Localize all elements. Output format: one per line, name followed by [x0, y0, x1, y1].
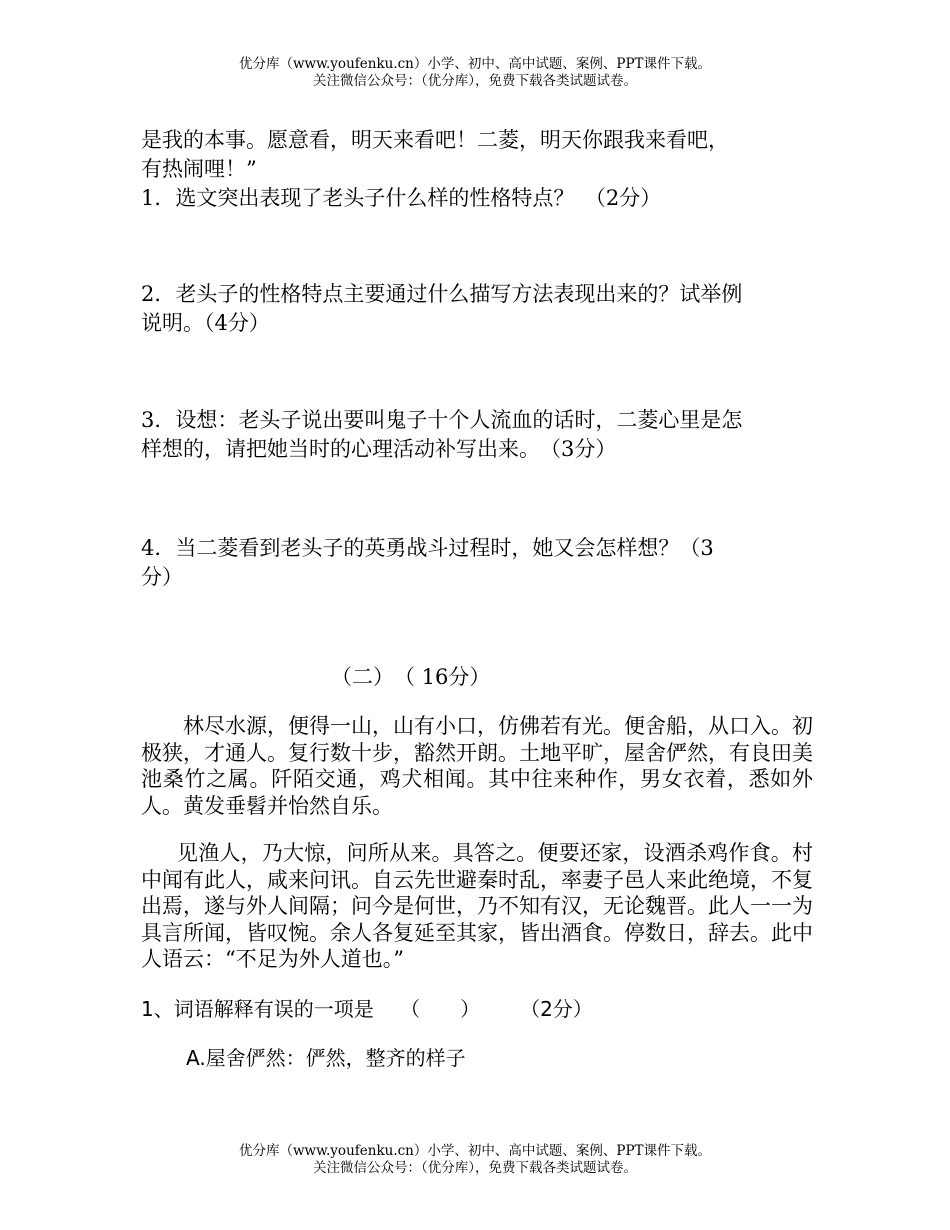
question-3-line-1: 3．设想：老头子说出要叫鬼子十个人流血的话时，二菱心里是怎	[141, 408, 743, 432]
question-2-line-1: 2．老头子的性格特点主要通过什么描写方法表现出来的？试举例	[141, 282, 743, 306]
question-2-line-2: 说明。（4分）	[141, 311, 270, 335]
header-line-1: 优分库（www.youfenku.cn）小学、初中、高中试题、案例、PPT课件下载。	[238, 56, 712, 72]
page-footer	[0, 1143, 950, 1177]
header-line-2: 关注微信公众号：（优分库），免费下载各类试题试卷。	[313, 73, 637, 89]
continuation-line-1: 是我的本事。愿意看，明天来看吧！二菱，明天你跟我来看吧，	[141, 128, 729, 152]
passage-paragraph-2: 见渔人，乃大惊，问所从来。具答之。便要还家，设酒杀鸡作食。村中闻有此人，咸来问讯。自云先世避秦时乱，率妻子邑人来此绝境，不复出焉，遂与外人间隔；问今是何世，乃不知有汉，无论魏晋。此人一一为具言所闻，皆叹惋。余人各复延至其家，皆出酒食。停数日，辞去。此中人语云：“不足为外人道也。”	[141, 841, 813, 971]
footer-line-1: 优分库（www.youfenku.cn）小学、初中、高中试题、案例、PPT课件下载。	[238, 1143, 712, 1159]
question-3-line-2: 样想的，请把她当时的心理活动补写出来。 （3分）	[141, 437, 617, 461]
question-4-line-1: 4．当二菱看到老头子的英勇战斗过程时，她又会怎样想？（3	[141, 536, 714, 560]
question-4-line-2: 分）	[141, 565, 183, 589]
question-4	[141, 534, 813, 592]
passage-paragraph-1: 林尽水源，便得一山，山有小口，仿佛若有光。便舍船，从口入。初极狭，才通人。复行数十步，豁然开朗。土地平旷，屋舍俨然，有良田美池桑竹之属。阡陌交通，鸡犬相闻。其中往来种作，男女衣着，悉如外人。黄发垂髫并怡然自乐。	[141, 714, 813, 818]
page-header	[0, 56, 950, 90]
question-3	[141, 406, 813, 464]
document-body	[141, 126, 813, 1093]
option-a: A.屋舍俨然：俨然，整齐的样子	[186, 1045, 466, 1070]
section-title: （二） （ 16分）	[331, 665, 491, 689]
continuation-line-2: 有热闹哩！”	[141, 157, 257, 181]
multiple-choice-question: 1、词语解释有误的一项是 （ ） （2分）	[141, 996, 593, 1021]
question-2	[141, 280, 813, 338]
question-1: 1．选文突出表现了老头子什么样的性格特点？ （2分）	[141, 186, 662, 210]
footer-line-2: 关注微信公众号：（优分库），免费下载各类试题试卷。	[313, 1160, 637, 1176]
